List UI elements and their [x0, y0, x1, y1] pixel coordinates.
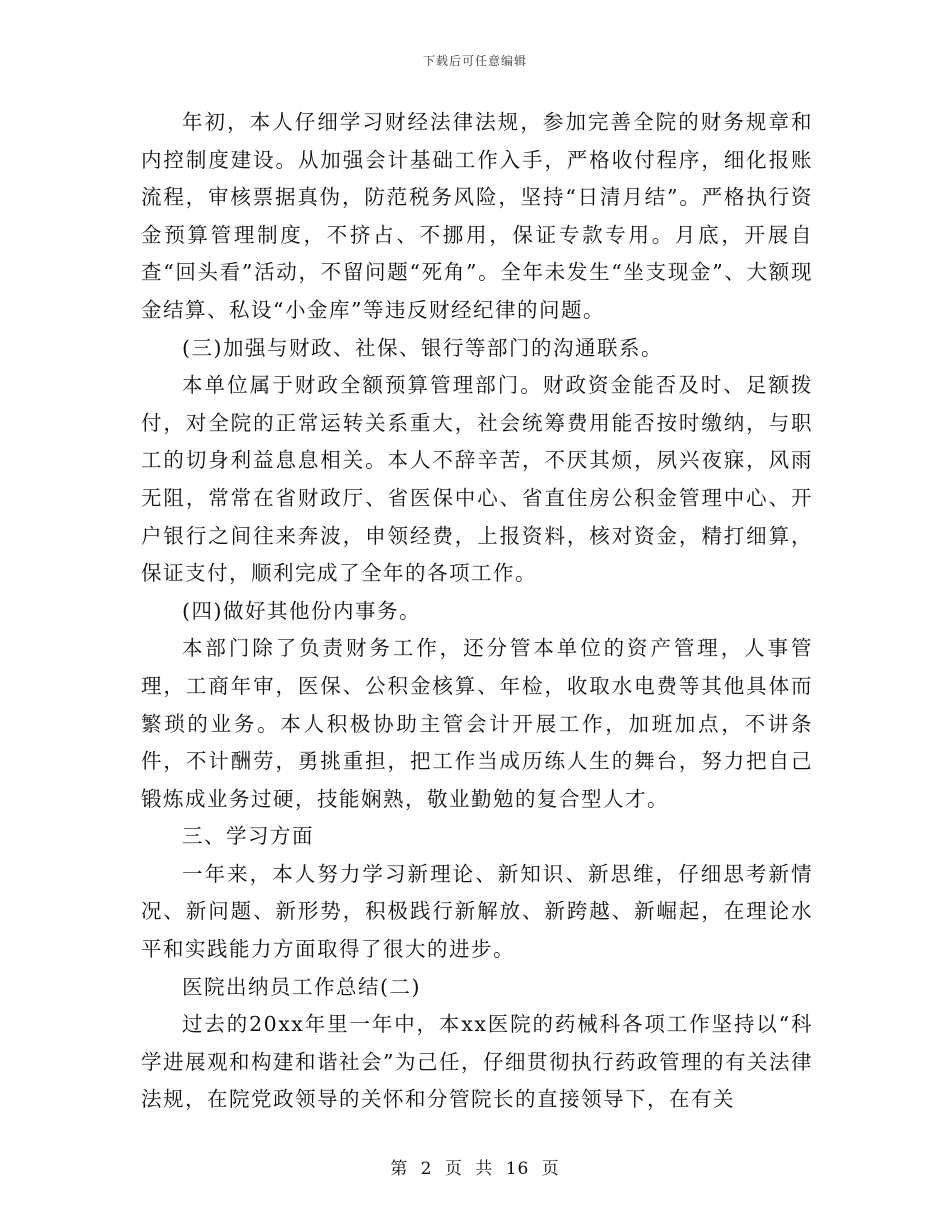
paragraph-1: 年初，本人仔细学习财经法律法规，参加完善全院的财务规章和内控制度建设。从加强会计基础工作入手，严格收付程序，细化报账流程，审核票据真伪，防范税务风险，坚持“日清月结”。严格执行资金预算管理制度，不挤占、不挪用，保证专款专用。月底，开展自查“回头看”活动，不留问题“死角”。全年未发生“坐支现金”、大额现金结算、私设“小金库”等违反财经纪律的问题。	[141, 110, 813, 322]
section-heading-study: 三、学习方面	[182, 824, 314, 849]
document-body	[141, 104, 813, 1119]
section-heading-3: (三)加强与财政、社保、银行等部门的沟通联系。	[182, 335, 663, 360]
paragraph-3: 本部门除了负责财务工作，还分管本单位的资产管理，人事管理，工商年审，医保、公积金核算、年检，收取水电费等其他具体而繁琐的业务。本人积极协助主管会计开展工作，加班加点，不讲条件，不计酬劳，勇挑重担，把工作当成历练人生的舞台，努力把自己锻炼成业务过硬，技能娴熟，敬业勤勉的复合型人才。	[141, 636, 813, 811]
paragraph-2: 本单位属于财政全额预算管理部门。财政资金能否及时、足额拨付，对全院的正常运转关系重大，社会统筹费用能否按时缴纳，与职工的切身利益息息相关。本人不辞辛苦，不厌其烦，夙兴夜寐，风雨无阻，常常在省财政厅、省医保中心、省直住房公积金管理中心、开户银行之间往来奔波，申领经费，上报资料，核对资金，精打细算，保证支付，顺利完成了全年的各项工作。	[141, 373, 813, 586]
document-subtitle: 医院出纳员工作总结(二)	[182, 974, 421, 999]
page-header: 下载后可任意编辑	[422, 54, 527, 68]
paragraph-4: 一年来，本人努力学习新理论、新知识、新思维，仔细思考新情况、新问题、新形势，积极践行新解放、新跨越、新崛起，在理论水平和实践能力方面取得了很大的进步。	[141, 861, 813, 962]
paragraph-5: 过去的20xx年里一年中，本xx医院的药械科各项工作坚持以“科学进展观和构建和谐社会”为己任，仔细贯彻执行药政管理的有关法律法规，在院党政领导的关怀和分管院长的直接领导下，在有关	[141, 1012, 813, 1112]
page-footer: 第 2 页 共 16 页	[390, 1159, 560, 1179]
section-heading-4: (四)做好其他份内事务。	[182, 598, 421, 623]
